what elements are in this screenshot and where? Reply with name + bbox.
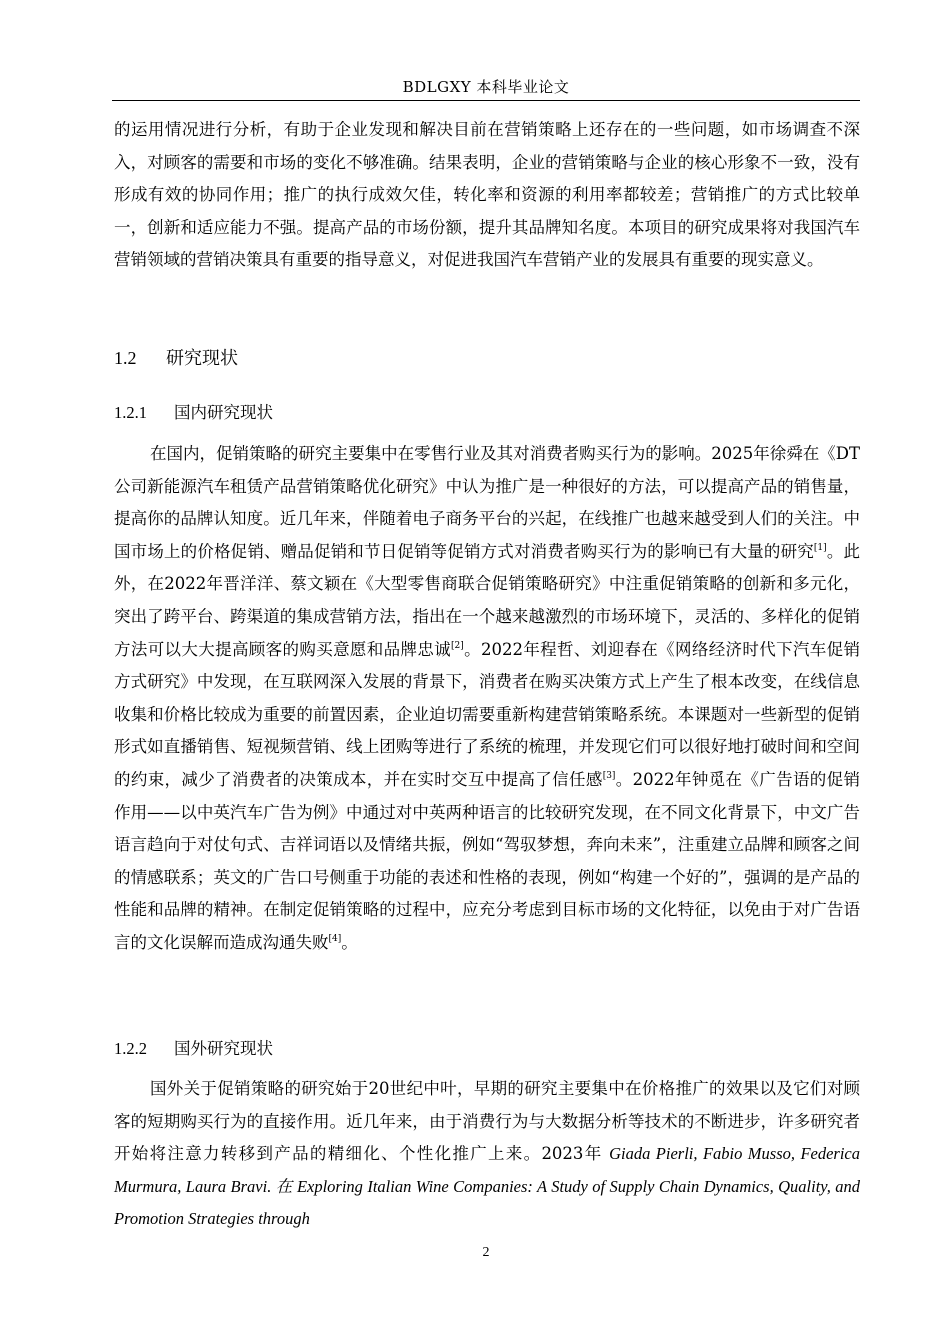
running-header: BDLGXY 本科毕业论文 <box>402 78 570 96</box>
header-rule <box>112 100 860 101</box>
subsection-heading-1-2-2 <box>114 1035 273 1059</box>
intro-paragraph: 的运用情况进行分析，有助于企业发现和解决目前在营销策略上还存在的一些问题，如市场调查不深入，对顾客的需要和市场的变化不够准确。结果表明，企业的营销策略与企业的核心形象不一致，没有形成有效的协同作用；推广的执行成效欠佳，转化率和资源的利用率都较差；营销推广的方式比较单一，创新和适应能力不强。提高产品的市场份额，提升其品牌知名度。本项目的研究成果将对我国汽车营销领域的营销决策具有重要的指导意义，对促进我国汽车营销产业的发展具有重要的现实意义。 <box>114 120 860 270</box>
citation-ref: [4] <box>328 933 342 944</box>
foreign-research-paragraph <box>114 1073 860 1236</box>
italic-reference: Giada Pierli, Fabio Musso, Federica Murmura, Laura Bravi. 在 Exploring Italian Wine Companies: A Study of Supply Chain Dynamics, Quality, and Promotion Strategies through <box>114 1144 860 1229</box>
paragraph-text: 。2022年钟觅在《广告语的促销作用——以中英汽车广告为例》中通过对中英两种语言的比较研究发现，在不同文化背景下，中文广告语言趋向于对仗句式、吉祥词语以及情绪共振，例如“驾驭梦想，奔向未来”，注重建立品牌和顾客之间的情感联系；英文的广告口号侧重于功能的表述和性格的表现，例如“构建一个好的”，强调的是产品的性能和品牌的精神。在制定促销策略的过程中，应充分考虑到目标市场的文化特征，以免由于对广告语言的文化误解而造成沟通失败 <box>114 769 860 952</box>
subsection-heading-1-2-1 <box>114 399 273 423</box>
paragraph-text: 在国内，促销策略的研究主要集中在零售行业及其对消费者购买行为的影响。2025年徐舜在《DT公司新能源汽车租赁产品营销策略优化研究》中认为推广是一种很好的方法，可以提高产品的销售量，提高你的品牌认知度。近几年来，伴随着电子商务平台的兴起，在线推广也越来越受到人们的关注。中国市场上的价格促销、赠品促销和节日促销等促销方式对消费者购买行为的影响已有大量的研究 <box>114 444 860 561</box>
paragraph-text: 。 <box>341 932 358 952</box>
subsection-title: 国内研究现状 <box>174 403 273 422</box>
citation-ref: [2] <box>451 640 464 651</box>
subsection-number: 1.2.1 <box>114 403 147 422</box>
citation-ref: [3] <box>602 770 616 781</box>
section-title: 研究现状 <box>166 348 238 369</box>
paragraph-text: 国外关于促销策略的研究始于20世纪中叶，早期的研究主要集中在价格推广的效果以及它们对顾客的短期购买行为的直接作用。近几年来，由于消费行为与大数据分析等技术的不断进步，许多研究者开始将注意力转移到产品的精细化、个性化推广上来。2023年 <box>114 1079 860 1164</box>
citation-ref: [1] <box>813 542 827 553</box>
subsection-title: 国外研究现状 <box>174 1039 273 1058</box>
section-number: 1.2 <box>114 348 137 368</box>
domestic-research-paragraph <box>114 438 860 960</box>
paragraph-text: 。2022年程哲、刘迎春在《网络经济时代下汽车促销方式研究》中发现，在互联网深入发展的背景下，消费者在购买决策方式上产生了根本改变，在线信息收集和价格比较成为重要的前置因素，企业迫切需要重新构建营销策略系统。本课题对一些新型的促销形式如直播销售、短视频营销、线上团购等进行了系统的梳理，并发现它们可以很好地打破时间和空间的约束，减少了消费者的决策成本，并在实时交互中提高了信任感 <box>114 639 860 789</box>
paragraph-text: 。此外，在2022年晋洋洋、蔡文颖在《大型零售商联合促销策略研究》中注重促销策略的创新和多元化，突出了跨平台、跨渠道的集成营销方法，指出在一个越来越激烈的市场环境下，灵活的、多样化的促销方法可以大大提高顾客的购买意愿和品牌忠诚 <box>114 541 861 659</box>
subsection-number: 1.2.2 <box>114 1039 147 1058</box>
page-number: 2 <box>482 1245 490 1260</box>
section-heading-1-2 <box>114 344 238 370</box>
